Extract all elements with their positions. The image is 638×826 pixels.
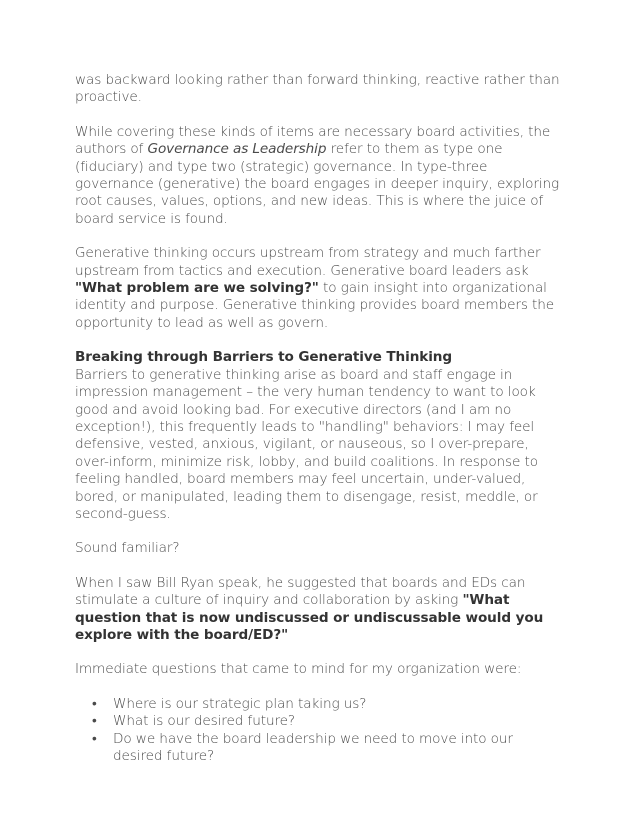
document-page (75, 72, 565, 765)
quote-what-problem: "What problem are we solving?" (75, 280, 319, 297)
paragraph-governance-types (75, 124, 565, 228)
list-item-text: Do we have the board leadership we need to move into our desired future? (113, 730, 513, 764)
quote-what-question: "What question that is now undiscussed or undiscussable would you explore with the board/ED?" (75, 592, 544, 643)
question-list (75, 696, 565, 766)
book-title-governance-as-leadership: Governance as Leadership (147, 141, 327, 158)
paragraph-governance-types-text-b: refer to them as type one (fiduciary) and type two (strategic) governance. In type-three governance (generative) the board engages in deeper inquiry, exploring root causes, values, options, and new ideas. This is where the juice of board service is found. (75, 141, 560, 227)
bullet-icon: • (92, 713, 97, 730)
bullet-icon: • (92, 695, 97, 712)
list-item (92, 713, 565, 730)
paragraph-generative-thinking-text-a: Generative thinking occurs upstream from strategy and much farther upstream from tactics and execution. Generative board leaders ask (75, 245, 541, 279)
list-item (92, 695, 565, 713)
paragraph-intro-text: was backward looking rather than forward thinking, reactive rather than proactive. (75, 72, 560, 106)
paragraph-immediate-questions-text: Immediate questions that came to mind for my organization were: (75, 661, 522, 678)
paragraph-barriers-text: Barriers to generative thinking arise as board and staff engage in impression management – the very human tendency to want to look good and avoid looking bad. For executive directors (and I am no exception!), this frequently leads to "handling" behaviors: I may feel defensive, vested, anxious, vigilant, or nauseous, so I over-prepare, over-inform, minimize risk, lobby, and build coalitions. In response to feeling handled, board members may feel uncertain, under-valued, bored, or manipulated, leading them to disengage, resist, meddle, or second-guess. (75, 366, 538, 522)
paragraph-bill-ryan (75, 575, 565, 645)
section-heading: Breaking through Barriers to Generative Thinking (75, 349, 452, 366)
paragraph-generative-thinking (75, 245, 565, 332)
paragraph-barriers (75, 367, 565, 524)
paragraph-bill-ryan-text: When I saw Bill Ryan speak, he suggested that boards and EDs can stimulate a culture of inquiry and collaboration by asking (75, 574, 526, 609)
bullet-icon: • (92, 730, 97, 747)
paragraph-generative-thinking-text-b: to gain insight into organizational identity and purpose. Generative thinking provides board members the opportunity to lead as well as govern. (75, 280, 555, 331)
paragraph-sound-familiar-text: Sound familiar? (75, 540, 180, 557)
list-item (92, 730, 565, 766)
list-item-text: Where is our strategic plan taking us? (113, 695, 367, 712)
paragraph-immediate-questions (75, 661, 565, 678)
section-barriers (75, 349, 565, 523)
list-item-text: What is our desired future? (113, 713, 296, 730)
paragraph-sound-familiar (75, 540, 565, 557)
paragraph-governance-types-text-a: While covering these kinds of items are necessary board activities, the authors of (75, 123, 551, 158)
paragraph-intro (75, 72, 565, 107)
